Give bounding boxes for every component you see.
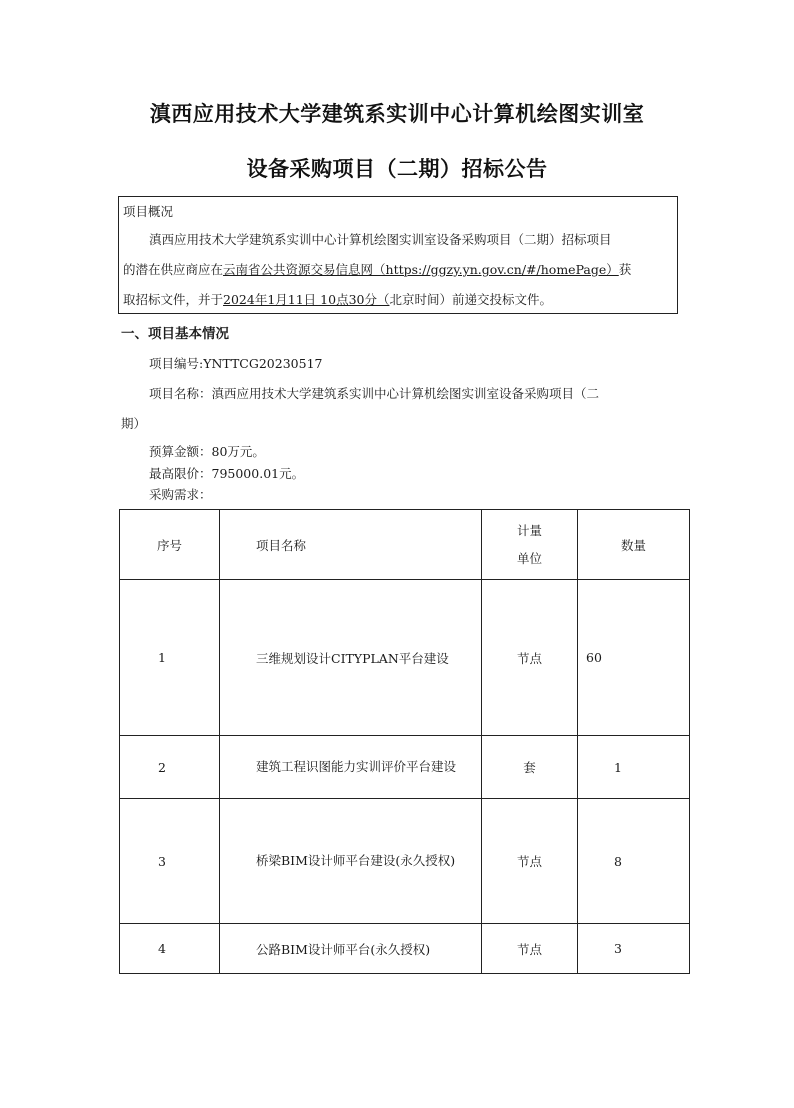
section1-heading: 一、项目基本情况 [121,326,229,342]
row-unit: 节点 [482,924,578,974]
overview-heading: 项目概况 [123,204,174,219]
table-row [120,736,690,799]
header-unit-line1: 计量 [516,522,542,538]
table-header-row [120,510,690,580]
row-no: 4 [120,924,220,974]
overview-line3-suffix: 北京时间）前递交投标文件。 [389,292,552,307]
header-unit [482,510,578,580]
overview-line2-prefix: 的潜在供应商应在 [123,262,224,277]
overview-line1: 滇西应用技术大学建筑系实训中心计算机绘图实训室设备采购项目（二期）招标项目 [149,232,612,247]
project-name-line1: 项目名称：滇西应用技术大学建筑系实训中心计算机绘图实训室设备采购项目（二 [149,386,600,401]
header-qty: 数量 [578,510,690,580]
table-row [120,799,690,924]
row-unit: 节点 [482,580,578,736]
row-no: 3 [120,799,220,924]
budget-amount: 预算金额：80万元。 [149,444,265,459]
row-qty: 3 [578,924,690,974]
header-name: 项目名称 [220,510,482,580]
project-name-line2: 期） [121,416,147,431]
row-qty: 8 [578,799,690,924]
project-number: 项目编号:YNTTCG20230517 [149,356,323,371]
procurement-demand-label: 采购需求： [149,487,212,502]
row-no: 2 [120,736,220,799]
procurement-table [119,509,690,974]
row-unit: 节点 [482,799,578,924]
row-qty: 60 [578,580,690,736]
document-title-line2: 设备采购项目（二期）招标公告 [246,157,548,181]
overview-line2-suffix: 获 [618,262,632,277]
header-no: 序号 [120,510,220,580]
row-no: 1 [120,580,220,736]
overview-line3-prefix: 取招标文件，并于 [123,292,224,307]
project-overview-box [118,196,678,314]
overview-line2 [123,255,631,285]
row-name: 三维规划设计CITYPLAN平台建设 [220,580,482,736]
max-price: 最高限价：795000.01元。 [149,466,305,481]
row-name: 建筑工程识图能力实训评价平台建设 [220,736,482,799]
table-row [120,924,690,974]
table-row [120,580,690,736]
row-name: 桥梁BIM设计师平台建设(永久授权) [220,799,482,924]
row-unit: 套 [482,736,578,799]
header-unit-line2: 单位 [516,550,542,566]
document-title-line1: 滇西应用技术大学建筑系实训中心计算机绘图实训室 [149,102,645,126]
ggzy-website-link[interactable]: 云南省公共资源交易信息网（https://ggzy.yn.gov.cn/#/homePage） [223,262,619,277]
row-qty: 1 [578,736,690,799]
deadline-date: 2024年1月11日 10点30分（ [223,292,390,307]
overview-line3 [123,285,552,315]
row-name: 公路BIM设计师平台(永久授权) [220,924,482,974]
